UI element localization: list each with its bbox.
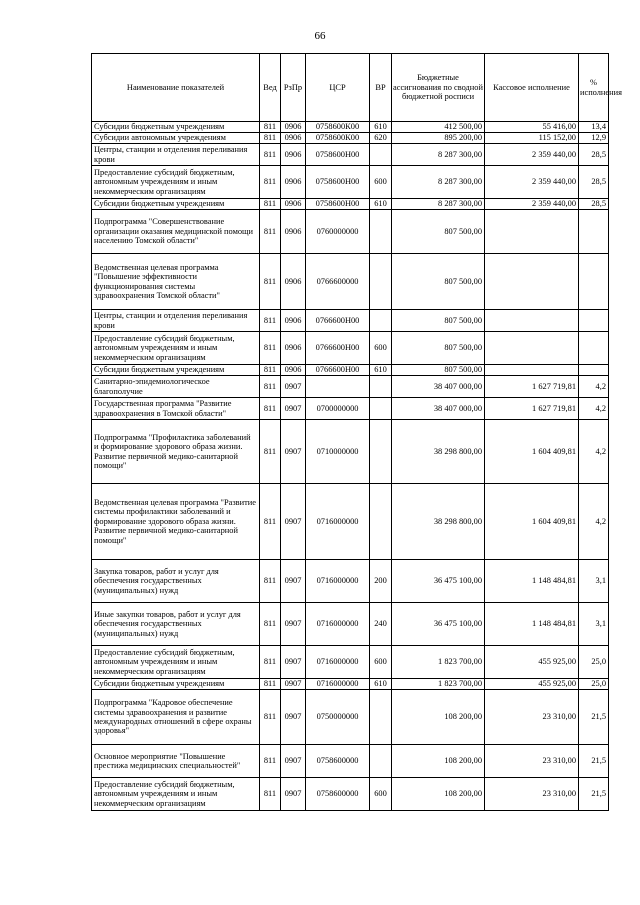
- cell-csr: 0766600Н00: [306, 365, 370, 376]
- cell-budget: 807 500,00: [392, 332, 485, 365]
- cell-rzpr: 0907: [281, 679, 306, 690]
- cell-ved: 811: [260, 144, 281, 166]
- cell-budget: 8 287 300,00: [392, 199, 485, 210]
- cell-budget: 807 500,00: [392, 310, 485, 332]
- cell-csr: 0766600Н00: [306, 310, 370, 332]
- cell-vr: [370, 254, 392, 310]
- table-row: [92, 603, 609, 646]
- cell-name: Ведомственная целевая программа "Повышение эффективности функционирования системы здравоохранения Томской области": [92, 254, 260, 310]
- cell-cash: 23 310,00: [485, 690, 579, 745]
- cell-vr: 600: [370, 646, 392, 679]
- cell-csr: 0758600Н00: [306, 166, 370, 199]
- cell-name: Центры, станции и отделения переливания крови: [92, 310, 260, 332]
- table-row: [92, 679, 609, 690]
- header-csr: ЦСР: [306, 54, 370, 122]
- cell-cash: 1 604 409,81: [485, 484, 579, 560]
- cell-cash: [485, 365, 579, 376]
- cell-name: Предоставление субсидий бюджетным, автономным учреждениям и иным некоммерческим организациям: [92, 332, 260, 365]
- cell-ved: 811: [260, 646, 281, 679]
- cell-rzpr: 0906: [281, 332, 306, 365]
- cell-vr: 240: [370, 603, 392, 646]
- cell-name: Предоставление субсидий бюджетным, автономным учреждениям и иным некоммерческим организациям: [92, 646, 260, 679]
- cell-rzpr: 0906: [281, 133, 306, 144]
- table-row: [92, 420, 609, 484]
- cell-pct: 21,5: [579, 745, 609, 778]
- cell-csr: 0758600К00: [306, 122, 370, 133]
- header-budget: Бюджетные ассигнования по сводной бюджетной росписи: [392, 54, 485, 122]
- cell-csr: 0700000000: [306, 398, 370, 420]
- cell-cash: 1 148 484,81: [485, 603, 579, 646]
- cell-pct: [579, 254, 609, 310]
- cell-csr: 0716000000: [306, 679, 370, 690]
- cell-vr: 600: [370, 166, 392, 199]
- table-header-row: [92, 54, 609, 122]
- cell-vr: [370, 144, 392, 166]
- cell-csr: 0716000000: [306, 484, 370, 560]
- cell-pct: 4,2: [579, 420, 609, 484]
- header-ved: Вед: [260, 54, 281, 122]
- cell-budget: 108 200,00: [392, 690, 485, 745]
- cell-ved: 811: [260, 679, 281, 690]
- cell-budget: 895 200,00: [392, 133, 485, 144]
- cell-pct: 13,4: [579, 122, 609, 133]
- cell-csr: 0750000000: [306, 690, 370, 745]
- table-row: [92, 398, 609, 420]
- cell-ved: 811: [260, 365, 281, 376]
- cell-cash: 23 310,00: [485, 778, 579, 811]
- cell-pct: 4,2: [579, 376, 609, 398]
- cell-budget: 412 500,00: [392, 122, 485, 133]
- cell-ved: 811: [260, 560, 281, 603]
- cell-cash: [485, 332, 579, 365]
- cell-rzpr: 0907: [281, 603, 306, 646]
- page-number: 66: [314, 30, 326, 42]
- cell-pct: 25,0: [579, 646, 609, 679]
- cell-pct: 28,5: [579, 166, 609, 199]
- cell-rzpr: 0907: [281, 745, 306, 778]
- cell-cash: 1 627 719,81: [485, 376, 579, 398]
- table-row: [92, 376, 609, 398]
- table-row: [92, 745, 609, 778]
- table-row: [92, 484, 609, 560]
- cell-cash: 2 359 440,00: [485, 144, 579, 166]
- cell-budget: 8 287 300,00: [392, 166, 485, 199]
- header-rzpr: РзПр: [281, 54, 306, 122]
- cell-pct: 3,1: [579, 560, 609, 603]
- cell-name: Субсидии бюджетным учреждениям: [92, 122, 260, 133]
- cell-pct: 25,0: [579, 679, 609, 690]
- cell-cash: 1 148 484,81: [485, 560, 579, 603]
- cell-ved: 811: [260, 484, 281, 560]
- cell-vr: [370, 398, 392, 420]
- cell-name: Субсидии бюджетным учреждениям: [92, 365, 260, 376]
- cell-budget: 38 298 800,00: [392, 484, 485, 560]
- header-name: Наименование показателей: [92, 54, 260, 122]
- cell-name: Предоставление субсидий бюджетным, автономным учреждениям и иным некоммерческим организациям: [92, 778, 260, 811]
- cell-cash: 1 604 409,81: [485, 420, 579, 484]
- cell-rzpr: 0907: [281, 376, 306, 398]
- cell-vr: [370, 745, 392, 778]
- cell-budget: 108 200,00: [392, 745, 485, 778]
- cell-ved: 811: [260, 254, 281, 310]
- cell-cash: 2 359 440,00: [485, 199, 579, 210]
- cell-name: Подпрограмма "Кадровое обеспечение системы здравоохранения и развитие международных отношений в сфере охраны здоровья": [92, 690, 260, 745]
- table-row: [92, 778, 609, 811]
- cell-rzpr: 0906: [281, 199, 306, 210]
- cell-vr: 610: [370, 365, 392, 376]
- cell-vr: 610: [370, 199, 392, 210]
- cell-pct: [579, 210, 609, 254]
- table-row: [92, 365, 609, 376]
- cell-budget: 38 407 000,00: [392, 398, 485, 420]
- table-row: [92, 199, 609, 210]
- cell-csr: 0758600000: [306, 778, 370, 811]
- cell-ved: 811: [260, 420, 281, 484]
- cell-rzpr: 0907: [281, 560, 306, 603]
- cell-ved: 811: [260, 210, 281, 254]
- cell-rzpr: 0907: [281, 778, 306, 811]
- cell-ved: 811: [260, 398, 281, 420]
- cell-rzpr: 0906: [281, 122, 306, 133]
- cell-budget: 807 500,00: [392, 365, 485, 376]
- cell-budget: 1 823 700,00: [392, 646, 485, 679]
- cell-cash: 115 152,00: [485, 133, 579, 144]
- cell-ved: 811: [260, 778, 281, 811]
- cell-csr: 0710000000: [306, 420, 370, 484]
- cell-name: Иные закупки товаров, работ и услуг для обеспечения государственных (муниципальных) нужд: [92, 603, 260, 646]
- cell-name: Центры, станции и отделения переливания крови: [92, 144, 260, 166]
- header-vr: ВР: [370, 54, 392, 122]
- cell-pct: 4,2: [579, 484, 609, 560]
- cell-rzpr: 0906: [281, 144, 306, 166]
- cell-csr: 0716000000: [306, 603, 370, 646]
- table-row: [92, 310, 609, 332]
- cell-rzpr: 0906: [281, 254, 306, 310]
- cell-csr: 0758600К00: [306, 133, 370, 144]
- table-row: [92, 133, 609, 144]
- cell-budget: 807 500,00: [392, 210, 485, 254]
- cell-ved: 811: [260, 166, 281, 199]
- cell-rzpr: 0907: [281, 646, 306, 679]
- header-pct: % исполнения: [579, 54, 609, 122]
- cell-vr: [370, 484, 392, 560]
- cell-pct: 12,9: [579, 133, 609, 144]
- cell-budget: 36 475 100,00: [392, 603, 485, 646]
- cell-ved: 811: [260, 332, 281, 365]
- cell-cash: 2 359 440,00: [485, 166, 579, 199]
- cell-cash: 23 310,00: [485, 745, 579, 778]
- table-row: [92, 690, 609, 745]
- cell-csr: 0758600000: [306, 745, 370, 778]
- cell-rzpr: 0906: [281, 310, 306, 332]
- cell-name: Основное мероприятие "Повышение престижа медицинских специальностей": [92, 745, 260, 778]
- cell-pct: 21,5: [579, 778, 609, 811]
- cell-pct: 28,5: [579, 199, 609, 210]
- cell-cash: 1 627 719,81: [485, 398, 579, 420]
- cell-vr: 600: [370, 332, 392, 365]
- cell-rzpr: 0906: [281, 166, 306, 199]
- cell-vr: [370, 310, 392, 332]
- cell-vr: [370, 376, 392, 398]
- cell-csr: [306, 376, 370, 398]
- cell-csr: 0766600000: [306, 254, 370, 310]
- cell-vr: 600: [370, 778, 392, 811]
- cell-rzpr: 0907: [281, 398, 306, 420]
- budget-execution-table: [91, 53, 622, 811]
- cell-pct: 28,5: [579, 144, 609, 166]
- cell-ved: 811: [260, 133, 281, 144]
- cell-csr: 0716000000: [306, 560, 370, 603]
- cell-ved: 811: [260, 310, 281, 332]
- cell-budget: 36 475 100,00: [392, 560, 485, 603]
- table-row: [92, 560, 609, 603]
- table-row: [92, 254, 609, 310]
- cell-cash: [485, 254, 579, 310]
- cell-vr: 610: [370, 679, 392, 690]
- cell-pct: [579, 365, 609, 376]
- cell-budget: 38 407 000,00: [392, 376, 485, 398]
- cell-rzpr: 0907: [281, 420, 306, 484]
- cell-csr: 0766600Н00: [306, 332, 370, 365]
- header-cash: Кассовое исполнение: [485, 54, 579, 122]
- cell-ved: 811: [260, 745, 281, 778]
- cell-ved: 811: [260, 376, 281, 398]
- cell-vr: [370, 690, 392, 745]
- cell-vr: 610: [370, 122, 392, 133]
- cell-csr: 0758600Н00: [306, 199, 370, 210]
- cell-name: Субсидии автономным учреждениям: [92, 133, 260, 144]
- cell-budget: 8 287 300,00: [392, 144, 485, 166]
- cell-name: Закупка товаров, работ и услуг для обеспечения государственных (муниципальных) нужд: [92, 560, 260, 603]
- cell-rzpr: 0907: [281, 690, 306, 745]
- cell-name: Субсидии бюджетным учреждениям: [92, 679, 260, 690]
- cell-vr: [370, 420, 392, 484]
- cell-name: Санитарно-эпидемиологическое благополучие: [92, 376, 260, 398]
- cell-vr: [370, 210, 392, 254]
- cell-cash: 55 416,00: [485, 122, 579, 133]
- cell-budget: 38 298 800,00: [392, 420, 485, 484]
- cell-cash: 455 925,00: [485, 679, 579, 690]
- cell-name: Подпрограмма "Совершенствование организации оказания медицинской помощи населению Томской области": [92, 210, 260, 254]
- cell-rzpr: 0907: [281, 484, 306, 560]
- cell-budget: 1 823 700,00: [392, 679, 485, 690]
- cell-pct: [579, 310, 609, 332]
- cell-name: Предоставление субсидий бюджетным, автономным учреждениям и иным некоммерческим организациям: [92, 166, 260, 199]
- table-row: [92, 166, 609, 199]
- cell-cash: [485, 210, 579, 254]
- table-row: [92, 332, 609, 365]
- cell-cash: 455 925,00: [485, 646, 579, 679]
- table-row: [92, 646, 609, 679]
- cell-name: Субсидии бюджетным учреждениям: [92, 199, 260, 210]
- table-row: [92, 210, 609, 254]
- cell-pct: 4,2: [579, 398, 609, 420]
- cell-pct: [579, 332, 609, 365]
- cell-csr: 0716000000: [306, 646, 370, 679]
- table-row: [92, 144, 609, 166]
- cell-ved: 811: [260, 199, 281, 210]
- table-body: [92, 122, 609, 811]
- cell-ved: 811: [260, 122, 281, 133]
- cell-csr: 0760000000: [306, 210, 370, 254]
- cell-rzpr: 0906: [281, 210, 306, 254]
- cell-budget: 108 200,00: [392, 778, 485, 811]
- cell-vr: 620: [370, 133, 392, 144]
- cell-ved: 811: [260, 690, 281, 745]
- cell-csr: 0758600Н00: [306, 144, 370, 166]
- cell-name: Подпрограмма "Профилактика заболеваний и формирование здорового образа жизни. Развитие первичной медико-санитарной помощи": [92, 420, 260, 484]
- cell-name: Государственная программа "Развитие здравоохранения в Томской области": [92, 398, 260, 420]
- cell-pct: 21,5: [579, 690, 609, 745]
- table-row: [92, 122, 609, 133]
- cell-cash: [485, 310, 579, 332]
- cell-ved: 811: [260, 603, 281, 646]
- cell-name: Ведомственная целевая программа "Развитие системы профилактики заболеваний и формирование здорового образа жизни. Развитие первичной медико-санитарной помощи": [92, 484, 260, 560]
- cell-vr: 200: [370, 560, 392, 603]
- cell-budget: 807 500,00: [392, 254, 485, 310]
- cell-rzpr: 0906: [281, 365, 306, 376]
- cell-pct: 3,1: [579, 603, 609, 646]
